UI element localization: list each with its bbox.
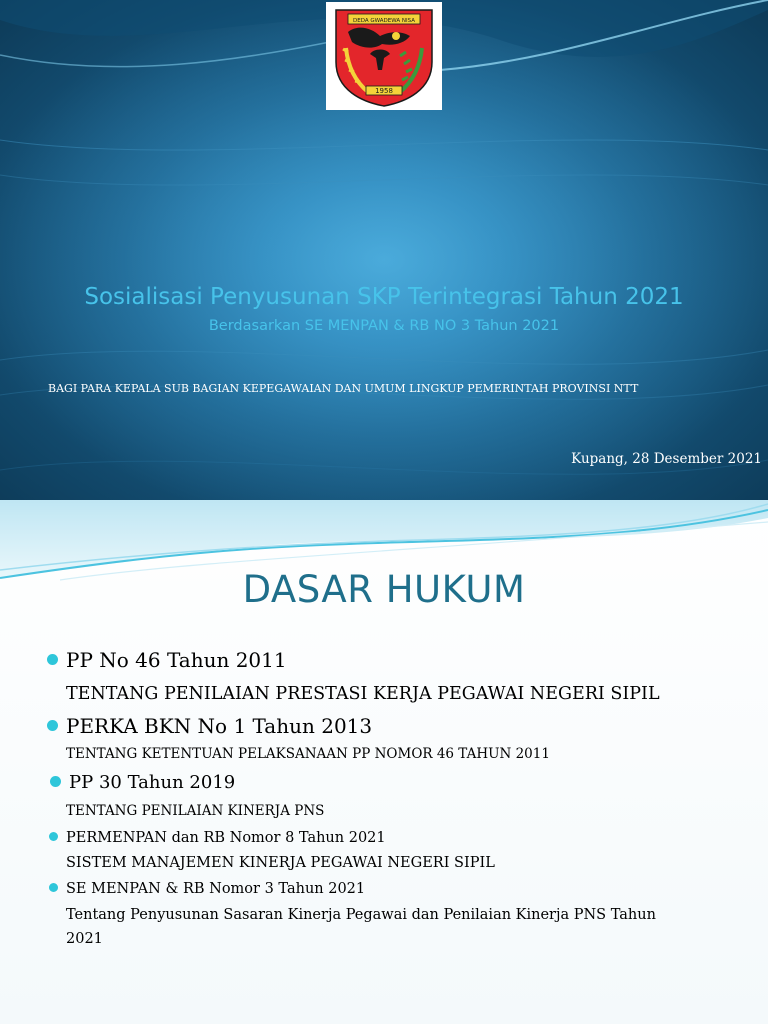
legal-item-detail: TENTANG PENILAIAN PRESTASI KERJA PEGAWAI NEGERI SIPIL bbox=[66, 684, 660, 704]
legal-item-heading: PP 30 Tahun 2019 bbox=[50, 772, 235, 793]
bullet-icon bbox=[47, 720, 58, 731]
audience-text: BAGI PARA KEPALA SUB BAGIAN KEPEGAWAIAN DAN UMUM LINGKUP PEMERINTAH PROVINSI NTT bbox=[48, 382, 639, 395]
legal-item-heading: PERKA BKN No 1 Tahun 2013 bbox=[47, 714, 372, 738]
legal-item-detail: Tentang Penyusunan Sasaran Kinerja Pegawai dan Penilaian Kinerja PNS Tahun bbox=[66, 907, 656, 923]
title-slide bbox=[0, 0, 768, 500]
slide-subtitle: Berdasarkan SE MENPAN & RB NO 3 Tahun 2021 bbox=[208, 318, 560, 334]
bullet-icon bbox=[49, 883, 58, 892]
date-location: Kupang, 28 Desember 2021 bbox=[571, 451, 762, 467]
legal-item-detail: TENTANG KETENTUAN PELAKSANAAN PP NOMOR 46 TAHUN 2011 bbox=[66, 746, 550, 762]
legal-basis-slide bbox=[0, 500, 768, 1024]
bullet-icon bbox=[47, 654, 58, 665]
svg-text:1958: 1958 bbox=[375, 87, 393, 95]
slide-title: Sosialisasi Penyusunan SKP Terintegrasi Tahun 2021 bbox=[84, 284, 684, 310]
bullet-icon bbox=[50, 776, 61, 787]
legal-item-heading: PERMENPAN dan RB Nomor 8 Tahun 2021 bbox=[49, 830, 386, 846]
legal-item-detail: TENTANG PENILAIAN KINERJA PNS bbox=[66, 803, 325, 819]
slide-heading: DASAR HUKUM bbox=[242, 568, 526, 611]
provincial-emblem bbox=[326, 2, 442, 110]
bullet-icon bbox=[49, 832, 58, 841]
shield-emblem-icon bbox=[326, 2, 442, 110]
legal-item-detail: SISTEM MANAJEMEN KINERJA PEGAWAI NEGERI SIPIL bbox=[66, 855, 495, 871]
svg-text:DEDA GWADEWA NISA: DEDA GWADEWA NISA bbox=[353, 18, 415, 24]
legal-item-detail-continued: 2021 bbox=[66, 931, 103, 947]
legal-item-heading: PP No 46 Tahun 2011 bbox=[47, 648, 287, 672]
legal-item-heading: SE MENPAN & RB Nomor 3 Tahun 2021 bbox=[49, 881, 365, 897]
